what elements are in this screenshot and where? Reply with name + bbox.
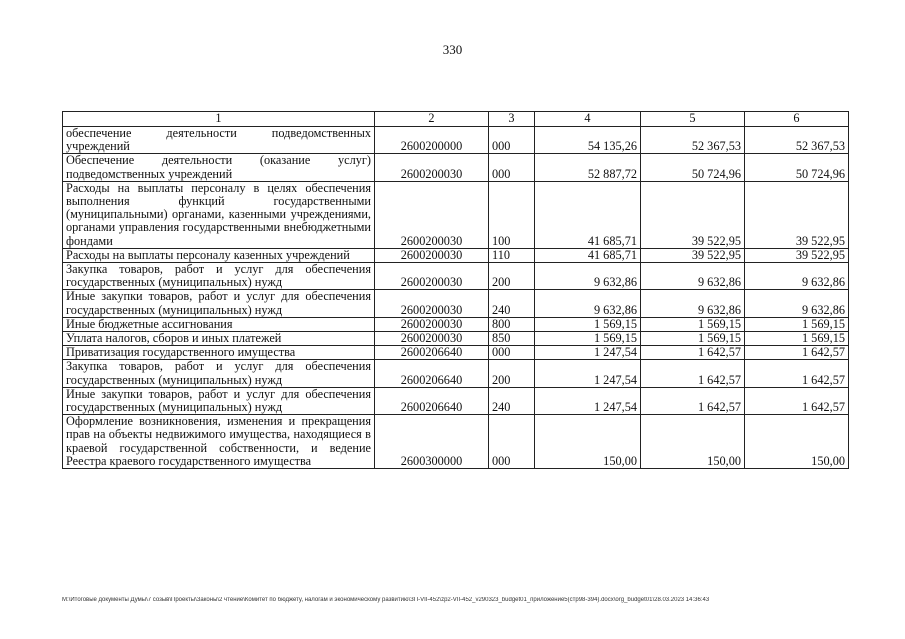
row-name-cell: Обеспечение деятельности (оказание услуг) подведомственных учреждений [63, 154, 375, 181]
target-article-code-cell: 2600200030 [375, 248, 489, 262]
expense-type-code-cell: 110 [489, 248, 535, 262]
row-name-cell: Уплата налогов, сборов и иных платежей [63, 332, 375, 346]
target-article-code-cell: 2600200030 [375, 181, 489, 248]
table-row [63, 248, 849, 262]
amount-cell-3: 1 569,15 [745, 332, 849, 346]
row-name-cell: Иные закупки товаров, работ и услуг для обеспечения государственных (муниципальных) нужд [63, 387, 375, 414]
expense-type-code-cell: 850 [489, 332, 535, 346]
table-row [63, 154, 849, 181]
expense-type-code-cell: 000 [489, 415, 535, 469]
expense-type-code-cell: 800 [489, 317, 535, 331]
table-header-row [63, 112, 849, 127]
row-name-cell: Закупка товаров, работ и услуг для обеспечения государственных (муниципальных) нужд [63, 263, 375, 290]
target-article-code-cell: 2600206640 [375, 346, 489, 360]
amount-cell-3: 150,00 [745, 415, 849, 469]
expense-type-code-cell: 240 [489, 290, 535, 317]
table-row [63, 181, 849, 248]
amount-cell-1: 9 632,86 [535, 290, 641, 317]
amount-cell-1: 54 135,26 [535, 127, 641, 154]
amount-cell-2: 150,00 [641, 415, 745, 469]
row-name-cell: Расходы на выплаты персоналу в целях обеспечения выполнения функций государственными (муниципальными) органами, казенными учреждениями, органами управления государственными внебюджетными фондами [63, 181, 375, 248]
table-row [63, 263, 849, 290]
table-row [63, 360, 849, 387]
column-header: 1 [63, 112, 375, 127]
amount-cell-3: 52 367,53 [745, 127, 849, 154]
table-row [63, 415, 849, 469]
amount-cell-3: 39 522,95 [745, 181, 849, 248]
expense-type-code-cell: 000 [489, 154, 535, 181]
row-name-cell: Иные бюджетные ассигнования [63, 317, 375, 331]
target-article-code-cell: 2600200030 [375, 154, 489, 181]
amount-cell-1: 1 247,54 [535, 346, 641, 360]
amount-cell-3: 9 632,86 [745, 290, 849, 317]
amount-cell-2: 1 642,57 [641, 387, 745, 414]
table-body [63, 127, 849, 469]
expense-type-code-cell: 200 [489, 360, 535, 387]
table-row [63, 387, 849, 414]
row-name-cell: Расходы на выплаты персоналу казенных учреждений [63, 248, 375, 262]
table-row [63, 332, 849, 346]
amount-cell-3: 1 642,57 [745, 387, 849, 414]
amount-cell-2: 9 632,86 [641, 290, 745, 317]
expense-type-code-cell: 240 [489, 387, 535, 414]
row-name-cell: Закупка товаров, работ и услуг для обеспечения государственных (муниципальных) нужд [63, 360, 375, 387]
row-name-cell: Приватизация государственного имущества [63, 346, 375, 360]
amount-cell-2: 1 569,15 [641, 317, 745, 331]
expense-type-code-cell: 000 [489, 346, 535, 360]
target-article-code-cell: 2600200030 [375, 290, 489, 317]
amount-cell-1: 150,00 [535, 415, 641, 469]
amount-cell-1: 1 569,15 [535, 332, 641, 346]
target-article-code-cell: 2600200030 [375, 263, 489, 290]
target-article-code-cell: 2600200000 [375, 127, 489, 154]
target-article-code-cell: 2600206640 [375, 360, 489, 387]
amount-cell-1: 41 685,71 [535, 181, 641, 248]
column-header: 5 [641, 112, 745, 127]
expense-type-code-cell: 000 [489, 127, 535, 154]
file-path-footer: M:\Итоговые документы Думы\7 созыв\Проекты\Законы\2 чтение\Комитет по бюджету, налогам и экономическому развитию\ЗП-VII-452\zp2-VII-452_v290323_budget01_приложение5(стр98-394).docx\org_budget01\28.03.2023 14:36:43 [62, 597, 710, 603]
target-article-code-cell: 2600300000 [375, 415, 489, 469]
amount-cell-1: 41 685,71 [535, 248, 641, 262]
amount-cell-2: 39 522,95 [641, 248, 745, 262]
row-name-cell: обеспечение деятельности подведомственных учреждений [63, 127, 375, 154]
row-name-cell: Оформление возникновения, изменения и прекращения прав на объекты недвижимого имущества, находящиеся в краевой государственной собственности, и ведение Реестра краевого государственного имущества [63, 415, 375, 469]
amount-cell-1: 1 247,54 [535, 387, 641, 414]
amount-cell-3: 1 569,15 [745, 317, 849, 331]
table-row [63, 317, 849, 331]
amount-cell-1: 1 569,15 [535, 317, 641, 331]
target-article-code-cell: 2600200030 [375, 332, 489, 346]
budget-table [62, 111, 849, 469]
amount-cell-1: 1 247,54 [535, 360, 641, 387]
amount-cell-3: 1 642,57 [745, 346, 849, 360]
amount-cell-1: 52 887,72 [535, 154, 641, 181]
expense-type-code-cell: 200 [489, 263, 535, 290]
column-header: 4 [535, 112, 641, 127]
amount-cell-3: 39 522,95 [745, 248, 849, 262]
column-header: 2 [375, 112, 489, 127]
amount-cell-3: 9 632,86 [745, 263, 849, 290]
amount-cell-2: 50 724,96 [641, 154, 745, 181]
amount-cell-2: 1 642,57 [641, 360, 745, 387]
amount-cell-2: 39 522,95 [641, 181, 745, 248]
amount-cell-2: 52 367,53 [641, 127, 745, 154]
table-row [63, 290, 849, 317]
expense-type-code-cell: 100 [489, 181, 535, 248]
row-name-cell: Иные закупки товаров, работ и услуг для обеспечения государственных (муниципальных) нужд [63, 290, 375, 317]
table-row [63, 346, 849, 360]
target-article-code-cell: 2600206640 [375, 387, 489, 414]
column-header: 3 [489, 112, 535, 127]
amount-cell-2: 1 642,57 [641, 346, 745, 360]
table-row [63, 127, 849, 154]
amount-cell-2: 1 569,15 [641, 332, 745, 346]
amount-cell-3: 1 642,57 [745, 360, 849, 387]
amount-cell-1: 9 632,86 [535, 263, 641, 290]
page-number: 330 [442, 42, 463, 57]
amount-cell-2: 9 632,86 [641, 263, 745, 290]
column-header: 6 [745, 112, 849, 127]
target-article-code-cell: 2600200030 [375, 317, 489, 331]
amount-cell-3: 50 724,96 [745, 154, 849, 181]
